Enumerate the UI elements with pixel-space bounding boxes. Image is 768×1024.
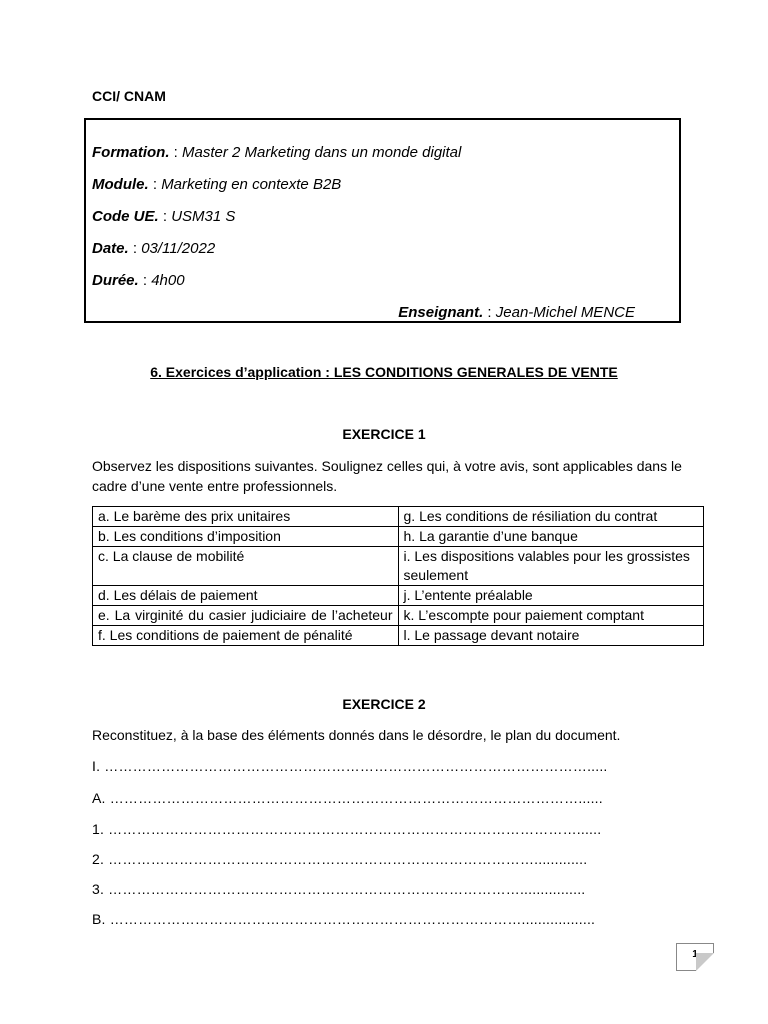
section-title: 6. Exercices d’application : LES CONDITIONS GENERALES DE VENTE [150,364,618,380]
code-ue-line: Code UE. : USM31 S [92,208,236,225]
exercise2-instruction: Reconstituez, à la base des éléments donnés dans le désordre, le plan du document. [92,727,621,743]
table-row [93,586,704,606]
exercise1-table [92,506,704,646]
table-cell: h. La garantie d’une banque [398,527,704,547]
plan-line: 2. ………………………………………………………………………………............. [92,851,588,867]
table-row [93,507,704,527]
table-row [93,527,704,547]
formation-value: Master 2 Marketing dans un monde digital [182,144,462,161]
table-row [93,606,704,626]
course-info-box [84,118,681,323]
enseignant-label: Enseignant. [398,304,484,321]
table-cell: a. Le barème des prix unitaires [93,507,399,527]
table-cell: f. Les conditions de paiement de pénalité [93,626,399,646]
formation-label: Formation. [92,144,170,161]
page-number: 1 [692,949,698,960]
module-value: Marketing en contexte B2B [161,176,342,193]
exercise2-title: EXERCICE 2 [342,696,426,712]
plan-line: I. …………………………………………………………………………………………..... [92,758,608,774]
table-cell: j. L’entente préalable [398,586,704,606]
enseignant-line: Enseignant. : Jean-Michel MENCE [398,304,635,321]
table-cell: c. La clause de mobilité [93,547,399,586]
table-cell: g. Les conditions de résiliation du contrat [398,507,704,527]
enseignant-value: Jean-Michel MENCE [495,304,635,321]
module-label: Module. [92,176,149,193]
plan-line: B. …………………………………………………………………………….................. [92,911,596,927]
table-row [93,547,704,586]
table-cell: k. L’escompte pour paiement comptant [398,606,704,626]
exercise1-instruction: Observez les dispositions suivantes. Soulignez celles qui, à votre avis, sont applicables dans le cadre d’une vente entre professionnels. [92,458,682,494]
formation-line: Formation. : Master 2 Marketing dans un monde digital [92,144,462,161]
duree-label: Durée. [92,272,139,289]
table-cell: b. Les conditions d’imposition [93,527,399,547]
exercise1-title: EXERCICE 1 [342,426,426,442]
table-cell: i. Les dispositions valables pour les grossistes seulement [398,547,704,586]
table-cell: e. La virginité du casier judiciaire de l’acheteur [93,606,399,626]
date-value: 03/11/2022 [141,240,216,257]
date-label: Date. [92,240,129,257]
module-line: Module. : Marketing en contexte B2B [92,176,342,193]
table-cell: d. Les délais de paiement [93,586,399,606]
plan-line: A. ………………………………………………………………………………………...... [92,790,603,806]
page-curl-icon [696,953,714,971]
plan-line: 1. ………………………………………………………………………………………...... [92,821,602,837]
duree-value: 4h00 [151,272,185,289]
code-ue-value: USM31 S [171,208,236,225]
institution-label: CCI/ CNAM [92,88,166,104]
page-number-badge [676,943,714,971]
table-row [93,626,704,646]
date-line: Date. : 03/11/2022 [92,240,216,257]
duree-line: Durée. : 4h00 [92,272,185,289]
table-cell: l. Le passage devant notaire [398,626,704,646]
plan-line: 3. ……………………………………………………………………………................ [92,881,586,897]
code-ue-label: Code UE. [92,208,159,225]
